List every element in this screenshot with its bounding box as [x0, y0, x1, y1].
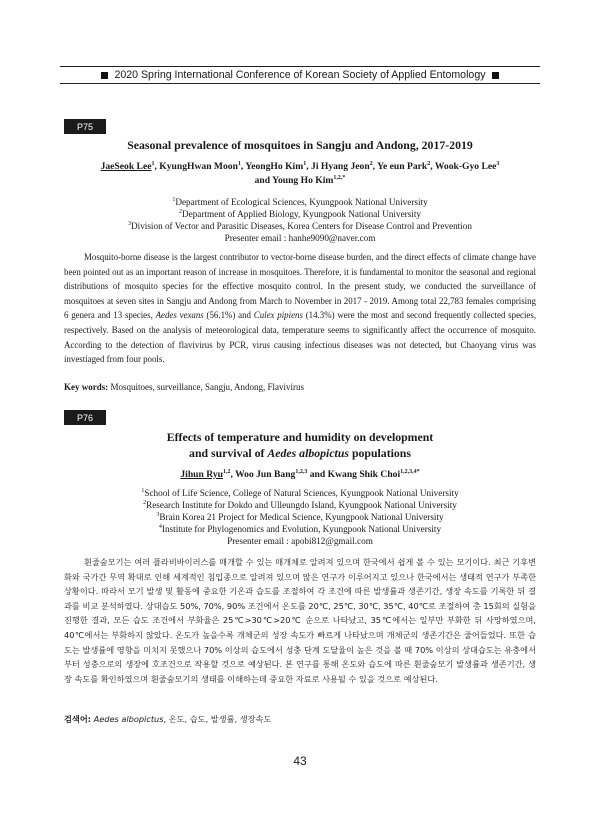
- author-name: Jihun Ryu: [180, 469, 223, 480]
- p76-affiliations: $^1$School of Life Science, College of Natural Sciences, Kyungpook National University $^2$Research Institute for Dokdo and Ulleungdo Island, Kyungpook National University $^3$Brain Korea 21 Project for Medical Science, Kyungpook National University $^4$Institute for Phylogenomics and Evolution, Kyungpook National University Presenter email : apobi812@gmail.com: [60, 487, 540, 547]
- p75-abstract: Mosquito-borne disease is the largest contributor to vector-borne disease burden, and the direct effects of climate change have been pointed out as an important reason of increase in mosquitoes. Therefore, it is fundamental to monitor the seasonal and regional distributions of mosquito species for the effective mosquito control. In the present study, we conducted the surveillance of mosquitoes at seven sites in Sangju and Andong from March to November in 2017 - 2019. Among total 22,783 females comprising 6 genera and 13 species, Aedes vexans (56.1%) and Culex pipiens (14.3%) were the most and second frequently collected species, respectively. Based on the analysis of meteorological data, temperature seems to significantly affect the occurrence of mosquito. According to the detection of flavivirus by PCR, virus causing infectious diseases was not detected, but Chaoyang virus was investiaged from four pools.: [64, 252, 537, 365]
- page-number: 43: [293, 754, 307, 768]
- p75-authors: JaeSeok Lee$^1$, KyungHwan Moon$^1$, YeongHo Kim$^1$, Ji Hyang Jeon$^2$, Ye eun Park$^2$, Wook-Gyo Lee$^3$ and Young Ho Kim$^{1,2,*}$: [100, 160, 500, 186]
- square-bullet-icon: [101, 72, 108, 79]
- presenter-email: Presenter email : hanhe9090@naver.com: [224, 233, 376, 243]
- p75-keywords: Key words: Mosquitoes, surveillance, Sangju, Andong, Flavivirus: [64, 382, 304, 392]
- author-name: JaeSeok Lee: [100, 161, 152, 172]
- author-name: KyungHwan Moon: [159, 161, 238, 172]
- p75-title: Seasonal prevalence of mosquitoes in Sangju and Andong, 2017-2019: [127, 138, 473, 152]
- author-name: Young Ho Kim: [272, 175, 334, 186]
- author-name: Woo Jun Bang: [235, 469, 296, 480]
- author-name: YeongHo Kim: [245, 161, 304, 172]
- author-name: Kwang Shik Choi: [327, 469, 401, 480]
- author-name: Wook-Gyo Lee: [434, 161, 497, 172]
- p76-authors: Jihun Ryu$^{1,2}$, Woo Jun Bang$^{1,2,3}$ and Kwang Shik Choi$^{1,2,3,4*}$: [180, 468, 420, 480]
- author-name: Ye eun Park: [377, 161, 428, 172]
- p76-keywords: 검색어: Aedes albopictus, 온도, 습도, 발생률, 생장속도: [64, 714, 272, 724]
- presenter-email: Presenter email : apobi812@gmail.com: [227, 536, 373, 546]
- p76-abstract: 흰줄숲모기는 여러 플라비바이러스를 매개할 수 있는 매개체로 알려져 있으며 한국에서 쉽게 볼 수 있는 모기이다. 최근 기후변화와 국가간 무역 확대로 인해 세계적인 침입종으로 알려져 있으며 많은 연구가 이루어지고 있으나 한국에서는 생태적 연구가 부족한 상황이다. 따라서 모기 발생 및 활동에 중요한 기온과 습도를 조절하여 각 조건에 따른 발생률과 생존기간, 생장 속도를 기록한 뒤 결과를 비교 분석하였다. 상대습도 50%, 70%, 90% 조건에서 온도를 20℃, 25℃, 30℃, 35℃, 40℃로 조절하여 총 15회의 실험을 진행한 결과, 모든 습도 조건에서 부화율은 25℃>30℃>20℃ 순으로 나타났고, 35℃에서는 일부만 부화한 뒤 사망하였으며, 40℃에서는 부화하지 않았다. 온도가 높을수록 개체군의 성장 속도가 빠르게 나타났으며 개체군의 생존기간은 줄어들었다. 또한 습도는 발생률에 영향을 미치지 못했으나 70% 이상의 습도에서 성충 단계 도달율이 높은 것을 볼 때 70% 이상의 상대습도는 유충에서부터 성충으로의 생장에 호조건으로 작용할 것으로 예상된다. 본 연구를 통해 온도와 습도에 따른 흰줄숲모기 발생률과 생존기간, 생장 속도를 확인하였으며 흰줄숲모기의 생태를 이해하는데 중요한 자료로 사용될 수 있을 것으로 예상된다.: [64, 557, 536, 684]
- poster-tag-p75: P75: [64, 119, 106, 134]
- p76-title: Effects of temperature and humidity on development and survival of Aedes albopictus populations: [166, 430, 434, 460]
- conference-title: 2020 Spring International Conference of Korean Society of Applied Entomology: [114, 69, 486, 81]
- p75-affiliations: $^1$Department of Ecological Sciences, Kyungpook National University $^2$Department of Applied Biology, Kyungpook National University $^3$Division of Vector and Parasitic Diseases, Korea Centers for Disease Control and Prevention Presenter email : hanhe9090@naver.com: [60, 196, 540, 244]
- square-bullet-icon: [492, 72, 499, 79]
- author-name: Ji Hyang Jeon: [311, 161, 370, 172]
- poster-tag-p76: P76: [64, 410, 106, 425]
- conference-header: [60, 66, 540, 84]
